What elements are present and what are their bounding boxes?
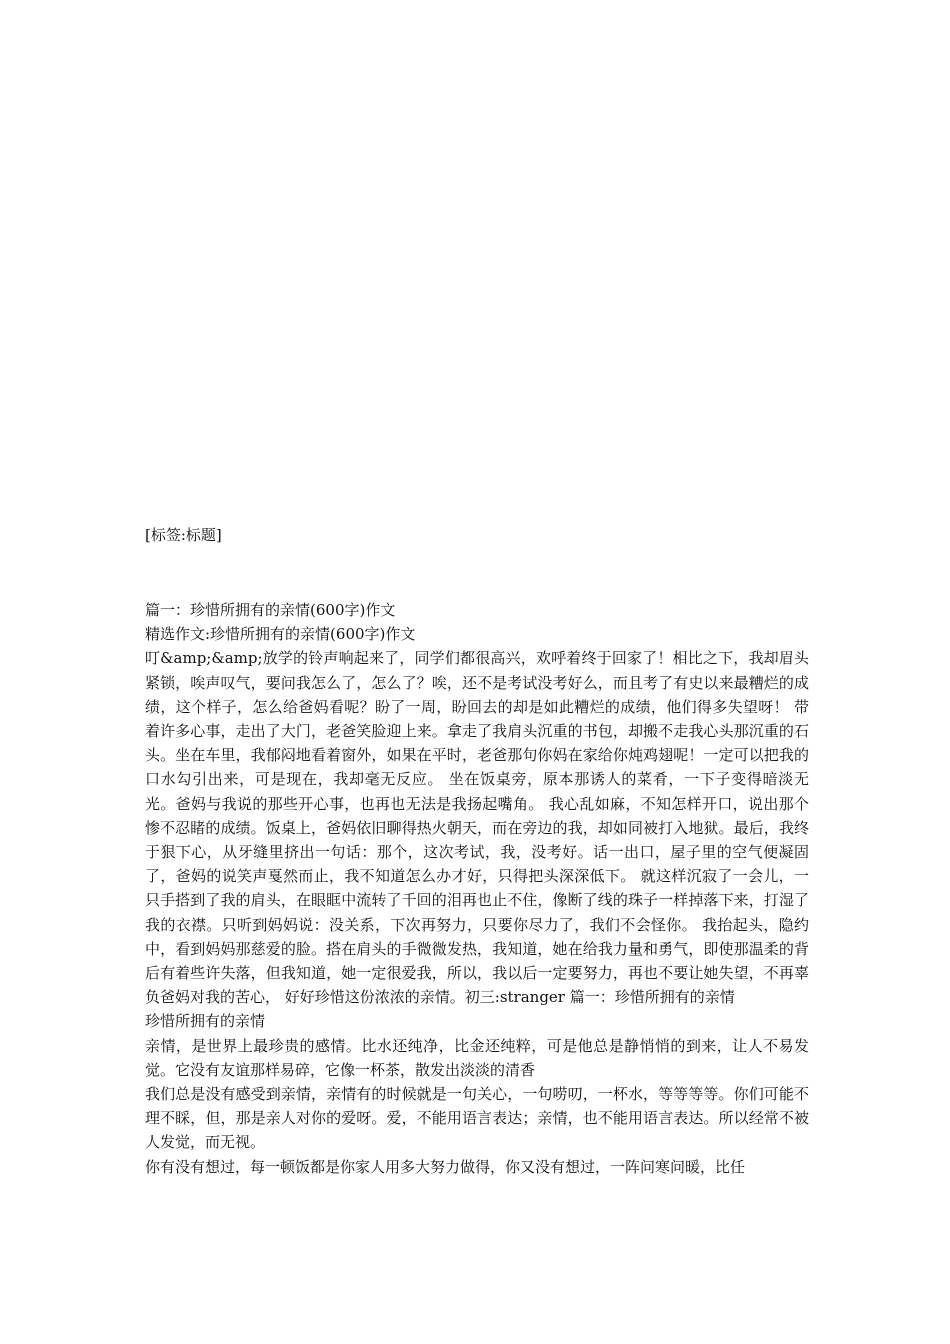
document-body	[145, 598, 809, 1179]
essay-paragraph-1: 叮&amp;&amp;放学的铃声响起来了，同学们都很高兴，欢呼着终于回家了！相比之下，我却眉头紧锁，唉声叹气，要问我怎么了，怎么了？唉，还不是考试没考好么，而且考了有史以来最糟烂的成绩，这个样子，怎么给爸妈看呢？盼了一周，盼回去的却是如此糟烂的成绩，他们得多失望呀！ 带着许多心事，走出了大门，老爸笑脸迎上来。拿走了我肩头沉重的书包，却搬不走我心头那沉重的石头。坐在车里，我郁闷地看着窗外，如果在平时，老爸那句你妈在家给你炖鸡翅呢！一定可以把我的口水勾引出来，可是现在，我却毫无反应。 坐在饭桌旁，原本那诱人的菜肴，一下子变得暗淡无光。爸妈与我说的那些开心事，也再也无法是我扬起嘴角。 我心乱如麻，不知怎样开口，说出那个惨不忍睹的成绩。饭桌上，爸妈依旧聊得热火朝天，而在旁边的我，却如同被打入地狱。最后，我终于狠下心，从牙缝里挤出一句话：那个，这次考试，我，没考好。话一出口，屋子里的空气便凝固了，爸妈的说笑声戛然而止，我不知道怎么办才好，只得把头深深低下。 就这样沉寂了一会儿，一只手搭到了我的肩头，在眼眶中流转了千回的泪再也止不住，像断了线的珠子一样掉落下来，打湿了我的衣襟。只听到妈妈说：没关系，下次再努力，只要你尽力了，我们不会怪你。 我抬起头，隐约中，看到妈妈那慈爱的脸。搭在肩头的手微微发热，我知道，她在给我力量和勇气，即使那温柔的背后有着些许失落，但我知道，她一定很爱我，所以，我以后一定要努力，再也不要让她失望，不再辜负爸妈对我的苦心， 好好珍惜这份浓浓的亲情。初三:stranger 篇一：珍惜所拥有的亲情	[145, 649, 809, 1007]
tag-label: [标签:标题]	[145, 526, 222, 544]
essay-subheading: 精选作文:珍惜所拥有的亲情(600字)作文	[145, 625, 416, 644]
essay-heading: 篇一：珍惜所拥有的亲情(600字)作文	[145, 601, 396, 619]
essay-paragraph-4: 你有没有想过，每一顿饭都是你家人用多大努力做得，你又没有想过，一阵问寒问暖，比任	[145, 1157, 746, 1176]
essay-paragraph-2: 亲情，是世界上最珍贵的感情。比水还纯净，比金还纯粹，可是他总是静悄悄的到来，让人不易发觉。它没有友谊那样易碎，它像一杯茶，散发出淡淡的清香	[145, 1036, 809, 1079]
essay-paragraph-3: 我们总是没有感受到亲情，亲情有的时候就是一句关心，一句唠叨，一杯水，等等等等。你们可能不理不睬，但，那是亲人对你的爱呀。爱，不能用语言表达；亲情，也不能用语言表达。所以经常不被人发觉，而无视。	[145, 1085, 809, 1152]
essay-subheading-2: 珍惜所拥有的亲情	[145, 1012, 266, 1031]
